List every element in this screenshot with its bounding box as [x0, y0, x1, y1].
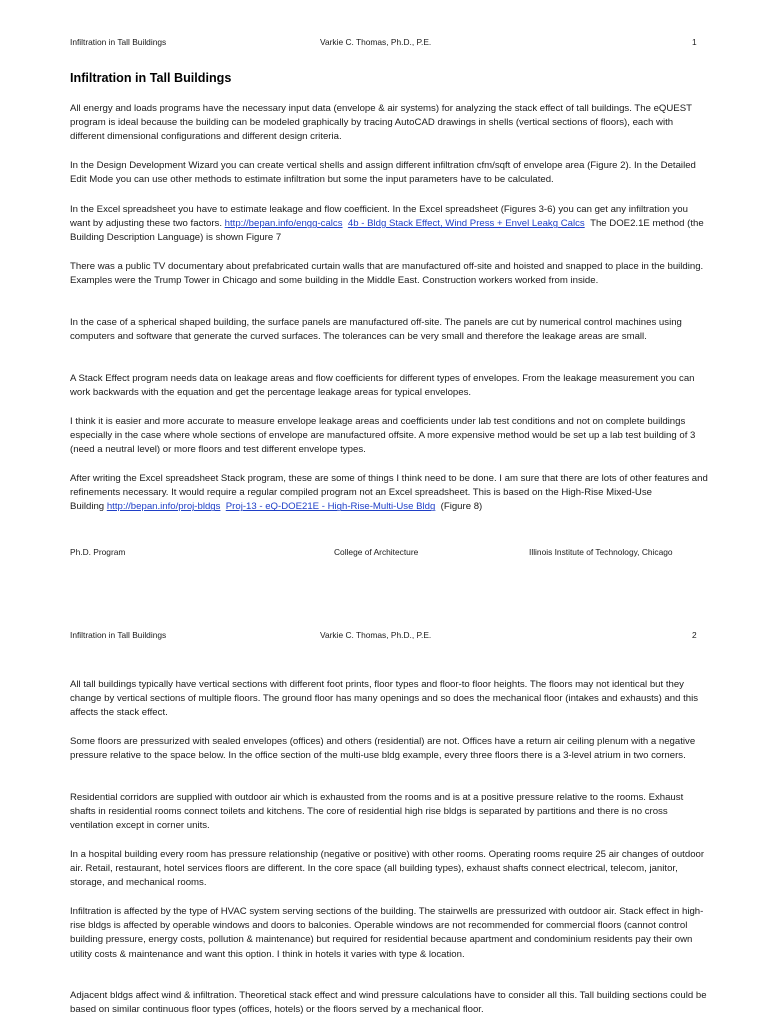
header-author: Varkie C. Thomas, Ph.D., P.E.: [320, 37, 432, 47]
paragraph: All tall buildings typically have vertical sections with different foot prints, floor types and floor-to floor heights. The floors may not identical but they change by vertical sections of multiple floors. The ground floor has many openings and so does the mechanical floor (intakes and exhausts) and this affects the stack effect.: [70, 679, 699, 719]
footer-college: College of Architecture: [334, 547, 419, 557]
paragraph: After writing the Excel spreadsheet Stack program, these are some of things I think need to be done. I am sure that there are lots of other features and refinements necessary. It would require a regular compiled program not an Excel spreadsheet. This is based on the High-Rise Mixed-Use Building http://bepan.info/proj-bldgs Proj-13 - eQ-DOE21E - High-Rise-Multi-Use Bldg (Figure 8): [70, 473, 708, 513]
proj-13-link[interactable]: Proj-13 - eQ-DOE21E - High-Rise-Multi-Use Bldg: [225, 501, 436, 513]
footer-institute: Illinois Institute of Technology, Chicago: [529, 547, 673, 557]
paragraph: Adjacent bldgs affect wind & infiltration. Theoretical stack effect and wind pressure calculations have to consider all this. Tall building sections could be based on similar continuous floor types (offices, hotels) or the floors served by a mechanical floor.: [70, 990, 707, 1016]
paragraph: In a hospital building every room has pressure relationship (negative or positive) with other rooms. Operating rooms require 25 air changes of outdoor air. Retail, restaurant, hotel services floors are different. In the core space (all building types), exhaust shafts connect electrical, telecom, janitor, storage, and mechanical rooms.: [70, 849, 705, 889]
page-title: Infiltration in Tall Buildings: [70, 71, 232, 85]
paragraph: I think it is easier and more accurate to measure envelope leakage areas and coefficients under lab test conditions and not on complete buildings especially in the case where whole sections of envelope are manufactured offsite. A more expensive method would be set up a lab test building of 3 (need a neutral level) or more floors and test different envelope types.: [70, 416, 696, 456]
header-doc-title: Infiltration in Tall Buildings: [70, 37, 167, 47]
paragraph: In the Design Development Wizard you can create vertical shells and assign different infiltration cfm/sqft of envelope area (Figure 2). In the Detailed Edit Mode you can use other methods to estimate infiltration but some the input parameters have to be calculated.: [70, 160, 696, 186]
paragraph: There was a public TV documentary about prefabricated curtain walls that are manufactured off-site and hoisted and snapped to place in the building. Examples were the Trump Tower in Chicago and some building in the Middle East. Construction workers worked from inside.: [70, 261, 704, 287]
engg-calcs-link[interactable]: http://bepan.info/engg-calcs: [224, 218, 343, 230]
paragraph: Residential corridors are supplied with outdoor air which is exhausted from the rooms and is at a positive pressure relative to the rooms. Exhaust shafts in residential rooms connect toilets and kitchens. The core of residential high rise bldgs is separated by partitions and there is no cross ventilation except in corner units.: [70, 792, 684, 832]
header-author: Varkie C. Thomas, Ph.D., P.E.: [320, 630, 432, 640]
header-page-number: 1: [692, 37, 697, 47]
paragraph: In the case of a spherical shaped building, the surface panels are manufactured off-site. The panels are cut by numerical control machines using computers and software that generate the curved surfaces. The tolerances can be very small and therefore the leakage areas are small.: [70, 317, 682, 343]
header-doc-title: Infiltration in Tall Buildings: [70, 630, 167, 640]
proj-bldgs-link[interactable]: http://bepan.info/proj-bldgs: [106, 501, 221, 513]
paragraph: Some floors are pressurized with sealed envelopes (offices) and others (residential) are not. Offices have a return air ceiling plenum with a negative pressure relative to the space below. In the office section of the multi-use bldg example, every three floors there is a 3-level atrium in two corners.: [70, 736, 696, 762]
paragraph: In the Excel spreadsheet you have to estimate leakage and flow coefficient. In the Excel spreadsheet (Figures 3-6) you can get any infiltration you want by adjusting these two factors. http://bepan.info/engg-calcs 4b - Bldg Stack Effect, Wind Press + Envel Leakg Calcs The DOE2.1E method (the Building Description Language) is shown Figure 7: [70, 204, 704, 244]
paragraph: Infiltration is affected by the type of HVAC system serving sections of the building. The stairwells are pressurized with outdoor air. Stack effect in high-rise bldgs is affected by operable windows and doors to balconies. Operable windows are not recommended for commercial floors (cannot control building pressure, energy costs, pollution & maintenance) but required for residential because apartment and condominium residents pay their own utility costs & maintenance and want this option. I think in hotels it varies with type & location.: [70, 906, 704, 960]
header-page-number: 2: [692, 630, 697, 640]
paragraph: All energy and loads programs have the necessary input data (envelope & air systems) for analyzing the stack effect of tall buildings. The eQUEST program is ideal because the building can be modeled graphically by tracing AutoCAD drawings in shells (vertical sections of floors), each with different dimensional configurations and different design criteria.: [70, 103, 692, 143]
footer-program: Ph.D. Program: [70, 547, 126, 557]
stack-effect-calcs-link[interactable]: 4b - Bldg Stack Effect, Wind Press + Envel Leakg Calcs: [347, 218, 585, 230]
paragraph: A Stack Effect program needs data on leakage areas and flow coefficients for different types of envelopes. From the leakage measurement you can work backwards with the equation and get the percentage leakage areas for typical envelopes.: [70, 373, 695, 399]
